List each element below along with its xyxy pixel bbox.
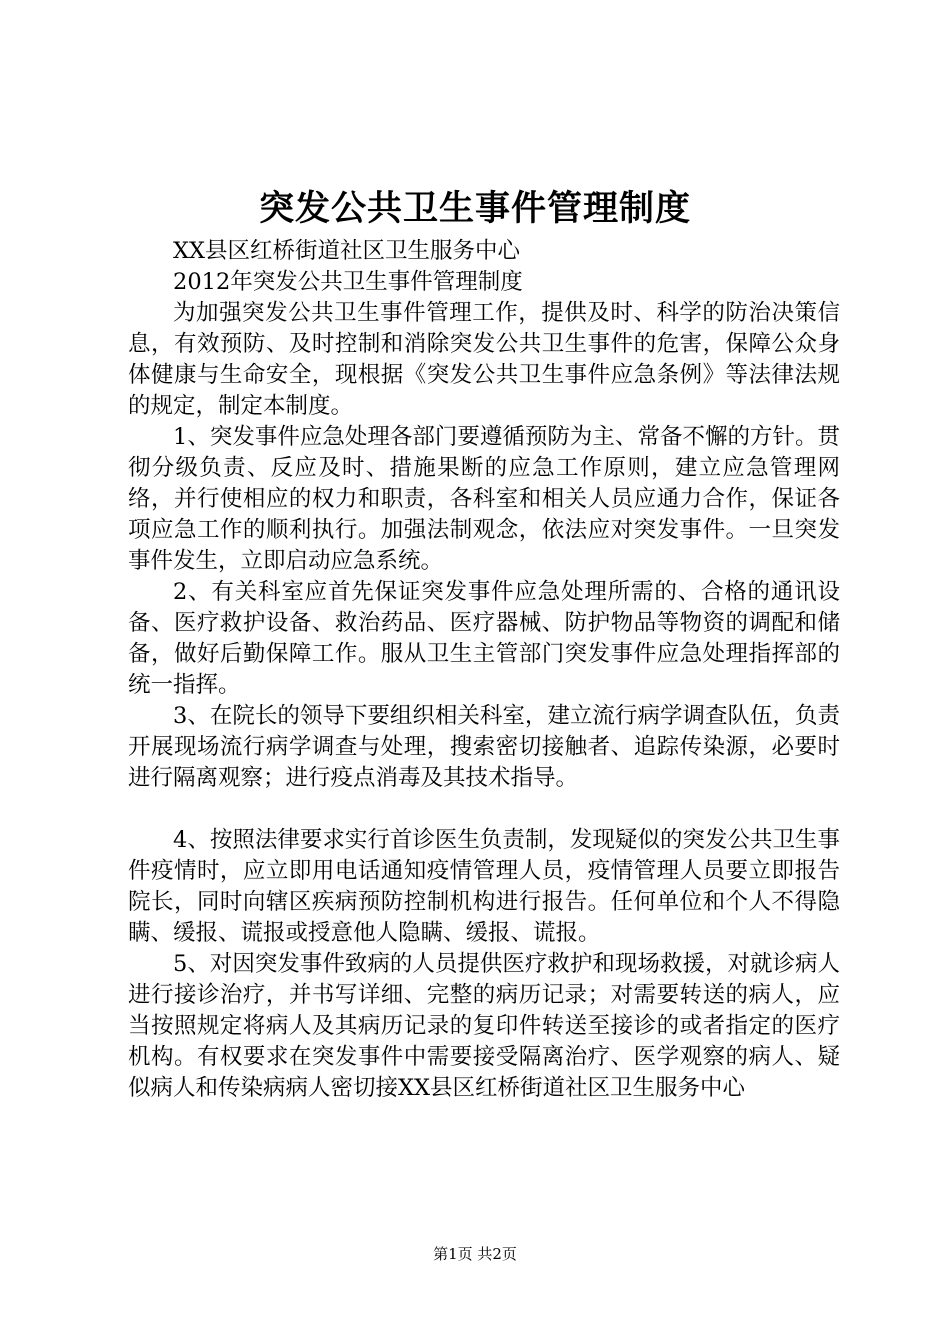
page-number-footer: 第1页 共2页	[433, 1245, 517, 1263]
clause-4-paragraph: 4、按照法律要求实行首诊医生负责制，发现疑似的突发公共卫生事件疫情时，应立即用电话通知疫情管理人员，疫情管理人员要立即报告院长，同时向辖区疾病预防控制机构进行报告。任何单位和个人不得隐瞒、缓报、谎报或授意他人隐瞒、缓报、谎报。	[128, 827, 840, 946]
intro-paragraph: 为加强突发公共卫生事件管理工作，提供及时、科学的防治决策信息，有效预防、及时控制和消除突发公共卫生事件的危害，保障公众身体健康与生命安全，现根据《突发公共卫生事件应急条例》等法律法规的规定，制定本制度。	[128, 300, 840, 419]
document-body	[128, 236, 840, 1104]
clause-2-paragraph: 2、有关科室应首先保证突发事件应急处理所需的、合格的通讯设备、医疗救护设备、救治药品、医疗器械、防护物品等物资的调配和储备，做好后勤保障工作。服从卫生主管部门突发事件应急处理指挥部的统一指挥。	[128, 579, 840, 698]
subtitle-line: 2012年突发公共卫生事件管理制度	[173, 269, 523, 295]
clause-5-paragraph: 5、对因突发事件致病的人员提供医疗救护和现场救援，对就诊病人进行接诊治疗，并书写详细、完整的病历记录；对需要转送的病人，应当按照规定将病人及其病历记录的复印件转送至接诊的或者指定的医疗机构。有权要求在突发事件中需要接受隔离治疗、医学观察的病人、疑似病人和传染病病人密切接XX县区红桥街道社区卫生服务中心	[128, 951, 840, 1101]
org-name-line: XX县区红桥街道社区卫生服务中心	[173, 238, 521, 264]
document-title: 突发公共卫生事件管理制度	[258, 188, 691, 229]
clause-1-paragraph: 1、突发事件应急处理各部门要遵循预防为主、常备不懈的方针。贯彻分级负责、反应及时、措施果断的应急工作原则，建立应急管理网络，并行使相应的权力和职责，各科室和相关人员应通力合作，保证各项应急工作的顺利执行。加强法制观念，依法应对突发事件。一旦突发事件发生，立即启动应急系统。	[128, 424, 840, 574]
clause-3-paragraph: 3、在院长的领导下要组织相关科室，建立流行病学调查队伍，负责开展现场流行病学调查与处理，搜索密切接触者、追踪传染源，必要时进行隔离观察；进行疫点消毒及其技术指导。	[128, 703, 840, 791]
